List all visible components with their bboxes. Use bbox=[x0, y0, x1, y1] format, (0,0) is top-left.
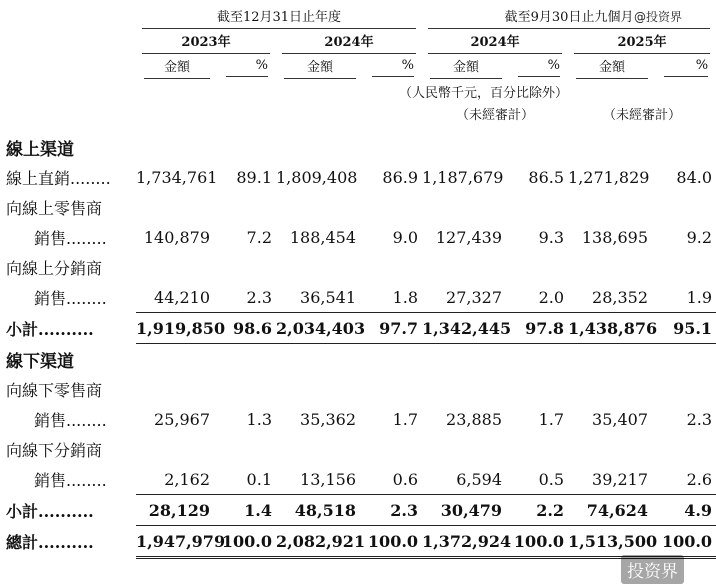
cell-pct: 97.8 bbox=[510, 313, 568, 344]
unaudited-note-2024: （未經審計） bbox=[456, 107, 535, 123]
cell-amount: 127,439 bbox=[435, 227, 503, 247]
row-label-line1: 向線上零售商 bbox=[6, 198, 103, 218]
cell-pct: 9.3 bbox=[538, 227, 565, 247]
row-label-line1: 向線下零售商 bbox=[6, 380, 103, 400]
cell-pct: 1.7 bbox=[392, 409, 419, 429]
cell-pct: 2.0 bbox=[510, 282, 568, 313]
cell-pct: 9.0 bbox=[392, 227, 419, 247]
table-row bbox=[6, 282, 716, 313]
cell-amount: 2,034,403 bbox=[276, 313, 364, 344]
cell-pct: 2.3 bbox=[218, 282, 276, 313]
cell-amount: 1,947,979 bbox=[136, 526, 218, 558]
cell-pct: 100.0 bbox=[218, 526, 276, 558]
cell-pct: 2.3 bbox=[364, 495, 422, 526]
section-offline: 線下渠道 bbox=[6, 351, 74, 372]
cell-amount: 1,809,408 bbox=[276, 167, 358, 187]
cell-amount: 1,187,679 bbox=[422, 167, 504, 187]
row-label: 小計.......... bbox=[6, 319, 94, 339]
cell-pct: 97.7 bbox=[364, 313, 422, 344]
cell-amount: 138,695 bbox=[581, 227, 649, 247]
cell-pct: 1.3 bbox=[246, 409, 272, 429]
cell-amount: 28,129 bbox=[136, 495, 218, 526]
cell-pct: 2.3 bbox=[686, 409, 713, 429]
cell-amount: 6,594 bbox=[422, 464, 510, 495]
revenue-table bbox=[6, 4, 716, 559]
year-2024-annual: 2024年 bbox=[276, 30, 422, 54]
cell-pct: 7.2 bbox=[246, 227, 272, 247]
cell-amount: 30,479 bbox=[422, 495, 510, 526]
cell-amount: 39,217 bbox=[568, 464, 656, 495]
cell-amount: 28,352 bbox=[568, 282, 656, 313]
row-label: 銷售........ bbox=[34, 228, 107, 248]
cell-pct: 1.9 bbox=[656, 282, 716, 313]
row-label: 銷售........ bbox=[34, 288, 107, 308]
table-row bbox=[6, 526, 716, 558]
cell-amount: 1,271,829 bbox=[568, 167, 650, 187]
cell-amount: 13,156 bbox=[276, 464, 364, 495]
table-row bbox=[6, 404, 716, 434]
cell-pct: 100.0 bbox=[656, 526, 716, 558]
cell-amount: 1,919,850 bbox=[136, 313, 218, 344]
table-row bbox=[6, 495, 716, 526]
cell-amount: 140,879 bbox=[143, 227, 210, 247]
cell-amount: 1,734,761 bbox=[136, 167, 218, 187]
col-pct: % bbox=[364, 54, 422, 80]
row-label: 總計.......... bbox=[6, 533, 94, 552]
cell-pct: 1.8 bbox=[364, 282, 422, 313]
cell-amount: 35,407 bbox=[592, 409, 649, 429]
unit-note: （人民幣千元，百分比除外） bbox=[399, 85, 569, 101]
cell-amount: 1,342,445 bbox=[422, 313, 510, 344]
cell-pct: 100.0 bbox=[364, 526, 422, 558]
cell-amount: 74,624 bbox=[568, 495, 656, 526]
cell-pct: 1.4 bbox=[218, 495, 276, 526]
cell-pct: 100.0 bbox=[510, 526, 568, 558]
cell-amount: 44,210 bbox=[136, 282, 218, 313]
row-label-line1: 向線上分銷商 bbox=[6, 258, 103, 278]
cell-pct: 4.9 bbox=[656, 495, 716, 526]
cell-pct: 9.2 bbox=[686, 227, 713, 247]
cell-pct: 2.6 bbox=[656, 464, 716, 495]
col-amount: 金額 bbox=[276, 54, 364, 80]
row-label-line1: 向線下分銷商 bbox=[6, 440, 103, 460]
cell-pct: 95.1 bbox=[656, 313, 716, 344]
table-row bbox=[6, 222, 716, 252]
period-nine-months-header: 截至9月30日止九個月 bbox=[422, 4, 716, 30]
year-2024-nine-months: 2024年 bbox=[422, 30, 568, 54]
table-row bbox=[6, 313, 716, 344]
cell-pct: 89.1 bbox=[236, 167, 272, 187]
cell-amount: 35,362 bbox=[300, 409, 356, 429]
cell-amount: 48,518 bbox=[276, 495, 364, 526]
cell-amount: 188,454 bbox=[289, 227, 356, 247]
cell-pct: 84.0 bbox=[676, 167, 713, 187]
cell-amount: 27,327 bbox=[422, 282, 510, 313]
cell-pct: 86.5 bbox=[528, 167, 565, 187]
row-label: 線上直銷........ bbox=[6, 168, 111, 188]
cell-pct: 86.9 bbox=[382, 167, 419, 187]
cell-amount: 1,372,924 bbox=[422, 526, 510, 558]
row-label: 小計.......... bbox=[6, 501, 94, 521]
year-2023: 2023年 bbox=[136, 30, 276, 54]
cell-amount: 23,885 bbox=[446, 409, 503, 429]
col-amount: 金額 bbox=[136, 54, 218, 80]
cell-pct: 0.1 bbox=[218, 464, 276, 495]
cell-pct: 0.6 bbox=[364, 464, 422, 495]
cell-pct: 2.2 bbox=[510, 495, 568, 526]
col-pct: % bbox=[218, 54, 276, 80]
year-2025-nine-months: 2025年 bbox=[568, 30, 716, 54]
period-annual-header: 截至12月31日止年度 bbox=[136, 4, 422, 30]
section-online: 線上渠道 bbox=[6, 139, 74, 160]
unaudited-note-2025: （未經審計） bbox=[603, 107, 682, 123]
cell-amount: 2,082,921 bbox=[276, 526, 364, 558]
cell-amount: 36,541 bbox=[276, 282, 364, 313]
cell-pct: 98.6 bbox=[218, 313, 276, 344]
col-amount: 金額 bbox=[422, 54, 510, 80]
col-pct: % bbox=[656, 54, 716, 80]
cell-amount: 1,438,876 bbox=[568, 313, 656, 344]
watermark-bottom: 投资界 bbox=[621, 555, 684, 584]
watermark-top: @投资界 bbox=[633, 10, 682, 24]
col-pct: % bbox=[510, 54, 568, 80]
table-row bbox=[6, 464, 716, 495]
cell-amount: 2,162 bbox=[136, 464, 218, 495]
row-label: 銷售........ bbox=[34, 410, 107, 430]
cell-pct: 1.7 bbox=[538, 409, 565, 429]
cell-amount: 1,513,500 bbox=[568, 526, 656, 558]
row-label: 銷售........ bbox=[34, 470, 107, 490]
table-row bbox=[6, 162, 716, 192]
cell-amount: 25,967 bbox=[154, 409, 210, 429]
col-amount: 金額 bbox=[568, 54, 656, 80]
cell-pct: 0.5 bbox=[510, 464, 568, 495]
